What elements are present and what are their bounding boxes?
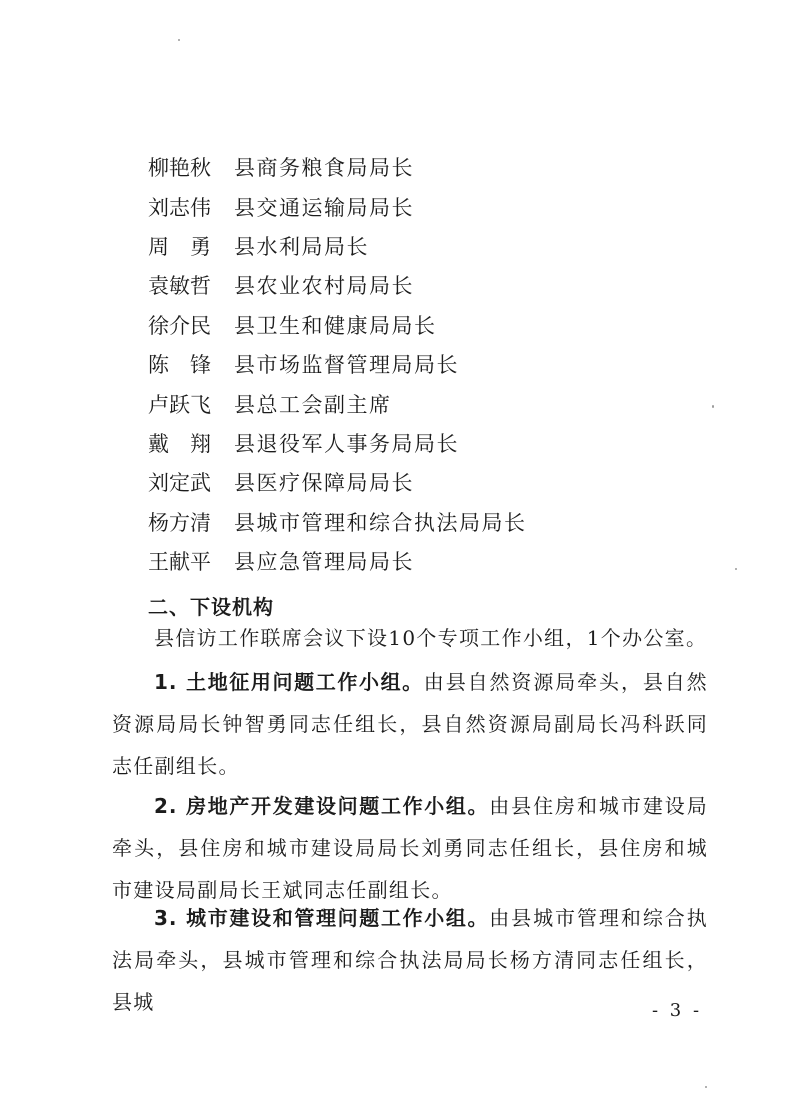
member-role: 县退役军人事务局局长 <box>234 431 459 456</box>
scan-speck <box>735 568 737 570</box>
member-row <box>148 543 527 582</box>
intro-paragraph <box>112 617 708 659</box>
member-row <box>148 188 527 227</box>
member-role: 县城市管理和综合执法局局长 <box>234 510 527 535</box>
member-row <box>148 228 527 267</box>
member-role: 县医疗保障局局长 <box>234 471 414 496</box>
member-name: 陈锋 <box>148 353 232 378</box>
member-role: 县市场监督管理局局长 <box>234 353 459 378</box>
group-body: 由县自然资源局牵头，县自然资源局局长钟智勇同志任组长，县自然资源局副局长冯科跃同志任副组长。 <box>112 670 708 778</box>
member-row <box>148 267 527 306</box>
member-name: 徐介民 <box>148 313 211 338</box>
member-row <box>148 504 527 543</box>
member-row <box>148 149 527 188</box>
member-name: 王献平 <box>148 550 211 575</box>
member-name: 刘定武 <box>148 471 211 496</box>
member-name: 戴翔 <box>148 431 232 456</box>
member-role: 县商务粮食局局长 <box>234 156 414 181</box>
scan-speck <box>178 39 180 41</box>
group-body: 由县城市管理和综合执法局牵头，县城市管理和综合执法局局长杨方清同志任组长，县城 <box>112 906 709 1014</box>
intro-text: 县信访工作联席会议下设10个专项工作小组，1个办公室。 <box>154 626 708 650</box>
member-role: 县应急管理局局长 <box>234 550 414 575</box>
member-name: 周勇 <box>148 234 232 259</box>
page-number: - 3 - <box>652 1000 703 1021</box>
group-paragraph <box>112 897 708 1023</box>
group-paragraph <box>112 661 708 787</box>
member-name: 刘志伟 <box>148 195 211 220</box>
member-row <box>148 307 527 346</box>
group-lead: 2. 房地产开发建设问题工作小组。 <box>154 794 490 818</box>
member-list <box>148 149 527 582</box>
section-heading: 二、下设机构 <box>148 595 274 619</box>
group-lead: 1. 土地征用问题工作小组。 <box>154 670 424 694</box>
member-role: 县总工会副主席 <box>234 392 392 417</box>
scan-speck <box>705 1086 707 1088</box>
group-lead: 3. 城市建设和管理问题工作小组。 <box>154 906 490 930</box>
member-row <box>148 464 527 503</box>
member-role: 县卫生和健康局局长 <box>234 313 437 338</box>
member-row <box>148 385 527 424</box>
member-role: 县农业农村局局长 <box>234 274 414 299</box>
group-body: 由县住房和城市建设局牵头，县住房和城市建设局局长刘勇同志任组长，县住房和城市建设局副局长王斌同志任副组长。 <box>112 794 709 902</box>
member-name: 卢跃飞 <box>148 392 211 417</box>
member-name: 袁敏哲 <box>148 274 211 299</box>
scan-speck <box>712 405 714 408</box>
member-role: 县水利局局长 <box>234 234 369 259</box>
member-name: 柳艳秋 <box>148 156 211 181</box>
member-name: 杨方清 <box>148 510 211 535</box>
member-row <box>148 425 527 464</box>
group-paragraph <box>112 785 708 911</box>
member-role: 县交通运输局局长 <box>234 195 414 220</box>
member-row <box>148 346 527 385</box>
